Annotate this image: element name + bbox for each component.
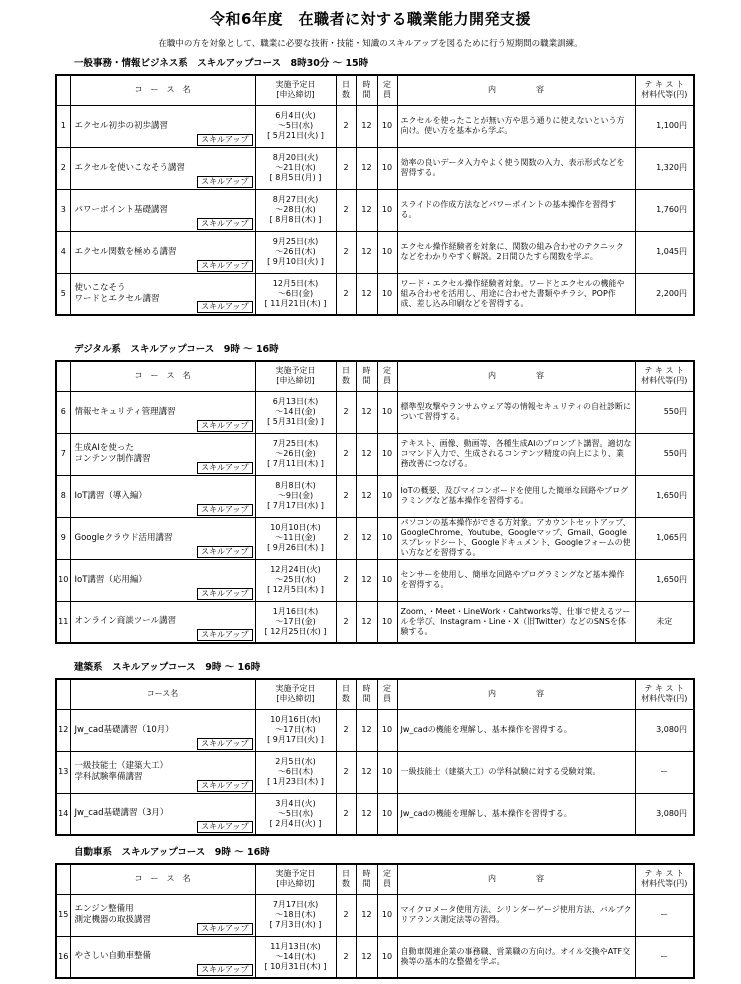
course-row bbox=[56, 601, 694, 643]
course-hours: 12 bbox=[356, 189, 377, 231]
course-name-cell bbox=[70, 105, 255, 147]
course-row bbox=[56, 391, 694, 433]
course-number: 10 bbox=[56, 559, 70, 601]
table-header-row bbox=[56, 864, 694, 894]
course-hours: 12 bbox=[356, 147, 377, 189]
application-deadline: [ 2月4日(火) ] bbox=[269, 818, 322, 828]
course-days: 2 bbox=[336, 793, 356, 835]
course-number: 11 bbox=[56, 601, 70, 643]
course-name-cell bbox=[70, 189, 255, 231]
course-material-cost: 3,080円 bbox=[635, 793, 694, 835]
header-date-label: 実施予定日 bbox=[275, 684, 316, 694]
course-name-cell bbox=[70, 273, 255, 315]
course-days: 2 bbox=[336, 231, 356, 273]
course-end-date: ～26日(金) bbox=[275, 449, 316, 458]
header-no bbox=[56, 679, 70, 709]
course-end-date: ～11日(金) bbox=[275, 533, 316, 542]
course-row bbox=[56, 189, 694, 231]
course-row bbox=[56, 894, 694, 936]
course-name-cell bbox=[70, 601, 255, 643]
header-course-name: コ ー ス 名 bbox=[70, 75, 255, 105]
course-number: 16 bbox=[56, 936, 70, 978]
course-number: 2 bbox=[56, 147, 70, 189]
course-name: エクセルを使いこなそう講習 bbox=[74, 162, 186, 173]
header-hours: 時 間 bbox=[356, 75, 377, 105]
skill-up-tag: スキルアップ bbox=[197, 738, 252, 750]
skill-up-tag: スキルアップ bbox=[197, 964, 252, 976]
course-name: Googleクラウド活用講習 bbox=[74, 532, 173, 543]
course-description: センサーを使用し、簡単な回路やプログラミングなど基本操作を習得する。 bbox=[397, 559, 635, 601]
course-date-cell bbox=[255, 433, 336, 475]
course-name: エクセル初歩の初歩講習 bbox=[74, 120, 169, 131]
course-date-cell bbox=[255, 751, 336, 793]
application-deadline: [ 12月25日(水) ] bbox=[264, 626, 327, 636]
course-capacity: 10 bbox=[377, 105, 397, 147]
course-name: 情報セキュリティ管理講習 bbox=[74, 406, 176, 417]
header-content: 内 容 bbox=[397, 75, 635, 105]
skill-up-tag: スキルアップ bbox=[197, 218, 252, 230]
course-hours: 12 bbox=[356, 601, 377, 643]
course-end-date: ～5日(水) bbox=[277, 808, 314, 818]
course-date-cell bbox=[255, 189, 336, 231]
course-row bbox=[56, 433, 694, 475]
course-date-cell bbox=[255, 105, 336, 147]
course-start-date: 10月16日(水) bbox=[270, 715, 321, 724]
course-hours: 12 bbox=[356, 231, 377, 273]
table-header-row bbox=[56, 361, 694, 391]
course-days: 2 bbox=[336, 751, 356, 793]
course-hours: 12 bbox=[356, 475, 377, 517]
course-description: 標準型攻撃やランサムウェア等の情報セキュリティの自社診断について習得する。 bbox=[397, 391, 635, 433]
course-date-cell bbox=[255, 517, 336, 559]
course-number: 12 bbox=[56, 709, 70, 751]
course-hours: 12 bbox=[356, 273, 377, 315]
header-course-name: コ ー ス 名 bbox=[70, 864, 255, 894]
course-description: エクセル操作経験者を対象に、関数の組み合わせのテクニックなどをわかりやすく解説。2日間ひたすら関数を学ぶ。 bbox=[397, 231, 635, 273]
header-material-label: 材料代等(円) bbox=[641, 879, 688, 889]
skill-up-tag: スキルアップ bbox=[197, 420, 252, 432]
course-date-cell bbox=[255, 147, 336, 189]
table-header-row bbox=[56, 679, 694, 709]
course-capacity: 10 bbox=[377, 475, 397, 517]
course-days: 2 bbox=[336, 273, 356, 315]
course-material-cost: 1,320円 bbox=[635, 147, 694, 189]
header-deadline-label: [申込締切] bbox=[276, 694, 315, 704]
header-days: 日 数 bbox=[336, 75, 356, 105]
header-content: 内 容 bbox=[397, 679, 635, 709]
header-hours: 時 間 bbox=[356, 864, 377, 894]
course-hours: 12 bbox=[356, 105, 377, 147]
skill-up-tag: スキルアップ bbox=[197, 629, 252, 641]
course-number: 3 bbox=[56, 189, 70, 231]
course-number: 14 bbox=[56, 793, 70, 835]
course-name: 一級技能士（建築大工） 学科試験準備講習 bbox=[74, 761, 169, 782]
course-start-date: 12月24日(火) bbox=[270, 565, 321, 574]
course-capacity: 10 bbox=[377, 936, 397, 978]
header-material-label: 材料代等(円) bbox=[641, 694, 688, 704]
course-number: 7 bbox=[56, 433, 70, 475]
course-material-cost: ー bbox=[635, 751, 694, 793]
course-end-date: ～18日(木) bbox=[275, 910, 316, 919]
course-table bbox=[55, 74, 695, 316]
course-name: IoT講習（導入編） bbox=[74, 490, 147, 501]
header-text-label: テ キ ス ト bbox=[644, 366, 685, 376]
course-days: 2 bbox=[336, 601, 356, 643]
course-days: 2 bbox=[336, 559, 356, 601]
course-name-cell bbox=[70, 147, 255, 189]
application-deadline: [ 5月31日(金) ] bbox=[267, 417, 324, 426]
header-text-label: テ キ ス ト bbox=[644, 869, 685, 879]
course-number: 5 bbox=[56, 273, 70, 315]
page-title: 令和6年度 在職者に対する職業能力開発支援 bbox=[210, 10, 531, 28]
header-deadline-label: [申込締切] bbox=[276, 90, 315, 100]
header-capacity: 定 員 bbox=[377, 864, 397, 894]
course-row bbox=[56, 793, 694, 835]
course-end-date: ～26日(木) bbox=[275, 247, 316, 256]
course-start-date: 7月25日(木) bbox=[272, 439, 319, 448]
course-capacity: 10 bbox=[377, 147, 397, 189]
course-end-date: ～14日(木) bbox=[275, 951, 316, 961]
course-days: 2 bbox=[336, 147, 356, 189]
header-date bbox=[255, 361, 336, 391]
skill-up-tag: スキルアップ bbox=[197, 588, 252, 600]
course-material-cost: 1,650円 bbox=[635, 475, 694, 517]
course-material-cost: 1,650円 bbox=[635, 559, 694, 601]
course-name: IoT講習（応用編） bbox=[74, 574, 147, 585]
course-material-cost: 3,080円 bbox=[635, 709, 694, 751]
header-text-cost bbox=[635, 864, 694, 894]
course-row bbox=[56, 147, 694, 189]
course-row bbox=[56, 231, 694, 273]
header-no bbox=[56, 864, 70, 894]
course-row bbox=[56, 517, 694, 559]
course-end-date: ～6日(木) bbox=[277, 767, 314, 776]
course-hours: 12 bbox=[356, 559, 377, 601]
course-name-cell bbox=[70, 475, 255, 517]
course-capacity: 10 bbox=[377, 601, 397, 643]
application-deadline: [ 9月10日(火) ] bbox=[267, 257, 324, 266]
header-text-label: テ キ ス ト bbox=[644, 80, 685, 90]
header-no bbox=[56, 75, 70, 105]
course-hours: 12 bbox=[356, 517, 377, 559]
course-material-cost: ー bbox=[635, 936, 694, 978]
course-days: 2 bbox=[336, 709, 356, 751]
course-material-cost: 1,760円 bbox=[635, 189, 694, 231]
course-capacity: 10 bbox=[377, 231, 397, 273]
application-deadline: [ 12月5日(木) ] bbox=[267, 585, 324, 594]
header-text-cost bbox=[635, 75, 694, 105]
course-name: エンジン整備用 測定機器の取扱講習 bbox=[74, 904, 152, 925]
header-hours: 時 間 bbox=[356, 361, 377, 391]
course-name-cell bbox=[70, 709, 255, 751]
skill-up-tag: スキルアップ bbox=[197, 504, 252, 516]
course-capacity: 10 bbox=[377, 559, 397, 601]
course-material-cost: 1,045円 bbox=[635, 231, 694, 273]
header-date-label: 実施予定日 bbox=[275, 366, 316, 376]
course-date-cell bbox=[255, 391, 336, 433]
course-row bbox=[56, 936, 694, 978]
header-text-cost bbox=[635, 361, 694, 391]
course-days: 2 bbox=[336, 105, 356, 147]
course-start-date: 12月5日(木) bbox=[272, 278, 319, 288]
header-material-label: 材料代等(円) bbox=[641, 376, 688, 386]
header-content: 内 容 bbox=[397, 361, 635, 391]
course-number: 1 bbox=[56, 105, 70, 147]
course-date-cell bbox=[255, 559, 336, 601]
header-course-name: コース名 bbox=[70, 679, 255, 709]
course-date-cell bbox=[255, 273, 336, 315]
skill-up-tag: スキルアップ bbox=[197, 821, 252, 833]
course-hours: 12 bbox=[356, 433, 377, 475]
course-hours: 12 bbox=[356, 793, 377, 835]
course-start-date: 6月13日(木) bbox=[272, 397, 319, 406]
course-name: 使いこなそう ワードとエクセル講習 bbox=[74, 282, 160, 304]
application-deadline: [ 7月3日(水) ] bbox=[269, 920, 322, 929]
header-days: 日 数 bbox=[336, 361, 356, 391]
course-description: マイクロメータ使用方法、シリンダーゲージ使用方法、バルブクリアランス測定法等の習得。 bbox=[397, 894, 635, 936]
skill-up-tag: スキルアップ bbox=[197, 301, 252, 313]
application-deadline: [ 1月23日(木) ] bbox=[267, 777, 324, 786]
course-start-date: 8月27日(火) bbox=[272, 195, 319, 204]
course-number: 15 bbox=[56, 894, 70, 936]
course-description: IoTの概要、及びマイコンボードを使用した簡単な回路やプログラミングなど基本操作を習得する。 bbox=[397, 475, 635, 517]
course-date-cell bbox=[255, 936, 336, 978]
course-capacity: 10 bbox=[377, 894, 397, 936]
course-capacity: 10 bbox=[377, 793, 397, 835]
course-name-cell bbox=[70, 894, 255, 936]
header-capacity: 定 員 bbox=[377, 361, 397, 391]
course-row bbox=[56, 273, 694, 315]
course-name: Jw_cad基礎講習（3月） bbox=[74, 808, 169, 819]
course-row bbox=[56, 751, 694, 793]
course-capacity: 10 bbox=[377, 273, 397, 315]
skill-up-tag: スキルアップ bbox=[197, 923, 252, 935]
course-name-cell bbox=[70, 793, 255, 835]
course-start-date: 1月16日(木) bbox=[272, 606, 319, 616]
course-end-date: ～25日(水) bbox=[275, 575, 316, 584]
header-hours: 時 間 bbox=[356, 679, 377, 709]
course-description: 自動車関連企業の事務職、営業職の方向け。オイル交換やATF交換等の基本的な整備を学ぶ。 bbox=[397, 936, 635, 978]
course-date-cell bbox=[255, 601, 336, 643]
course-number: 4 bbox=[56, 231, 70, 273]
course-name: 生成AIを使った コンテンツ制作講習 bbox=[74, 443, 151, 464]
course-name-cell bbox=[70, 751, 255, 793]
course-start-date: 2月5日(水) bbox=[275, 757, 316, 766]
course-name: エクセル関数を極める講習 bbox=[74, 246, 177, 257]
header-no bbox=[56, 361, 70, 391]
course-number: 8 bbox=[56, 475, 70, 517]
course-days: 2 bbox=[336, 894, 356, 936]
skill-up-tag: スキルアップ bbox=[197, 780, 252, 792]
course-capacity: 10 bbox=[377, 709, 397, 751]
course-name: Jw_cad基礎講習（10月） bbox=[74, 724, 174, 735]
skill-up-tag: スキルアップ bbox=[197, 134, 252, 146]
course-date-cell bbox=[255, 709, 336, 751]
course-name-cell bbox=[70, 231, 255, 273]
header-capacity: 定 員 bbox=[377, 75, 397, 105]
course-days: 2 bbox=[336, 433, 356, 475]
course-table bbox=[55, 863, 695, 979]
skill-up-tag: スキルアップ bbox=[197, 260, 252, 272]
header-date-label: 実施予定日 bbox=[275, 869, 316, 879]
course-days: 2 bbox=[336, 475, 356, 517]
course-start-date: 8月8日(木) bbox=[275, 481, 316, 490]
course-material-cost: 2,200円 bbox=[635, 273, 694, 315]
course-number: 9 bbox=[56, 517, 70, 559]
course-name-cell bbox=[70, 391, 255, 433]
header-text-label: テ キ ス ト bbox=[644, 684, 685, 694]
course-name: オンライン商談ツール講習 bbox=[74, 616, 177, 627]
course-description: Jw_cadの機能を理解し、基本操作を習得する。 bbox=[397, 793, 635, 835]
application-deadline: [ 7月11日(木) ] bbox=[267, 459, 324, 468]
course-end-date: ～28日(水) bbox=[275, 205, 316, 214]
course-start-date: 11月13日(水) bbox=[270, 941, 321, 951]
application-deadline: [ 10月31日(木) ] bbox=[264, 961, 327, 971]
course-hours: 12 bbox=[356, 936, 377, 978]
course-description: テキスト、画像、動画等、各種生成AIのプロンプト講習。適切なコマンド入力で、生成されるコンテンツ精度の向上により、業務改善につなげる。 bbox=[397, 433, 635, 475]
course-hours: 12 bbox=[356, 894, 377, 936]
course-description: 効率の良いデータ入力やよく使う関数の入力、表示形式などを習得する。 bbox=[397, 147, 635, 189]
course-days: 2 bbox=[336, 936, 356, 978]
course-material-cost: 1,100円 bbox=[635, 105, 694, 147]
header-date bbox=[255, 679, 336, 709]
course-capacity: 10 bbox=[377, 433, 397, 475]
course-date-cell bbox=[255, 894, 336, 936]
course-name: パワーポイント基礎講習 bbox=[74, 204, 169, 215]
course-date-cell bbox=[255, 793, 336, 835]
header-text-cost bbox=[635, 679, 694, 709]
application-deadline: [ 8月5日(月) ] bbox=[269, 173, 322, 182]
course-start-date: 3月4日(火) bbox=[275, 798, 316, 808]
course-material-cost: 550円 bbox=[635, 391, 694, 433]
course-date-cell bbox=[255, 231, 336, 273]
course-capacity: 10 bbox=[377, 189, 397, 231]
course-hours: 12 bbox=[356, 709, 377, 751]
section-heading: 建築系 スキルアップコース 9時 ～ 16時 bbox=[74, 662, 261, 673]
skill-up-tag: スキルアップ bbox=[197, 462, 252, 474]
header-date bbox=[255, 75, 336, 105]
course-start-date: 10月10日(木) bbox=[270, 523, 321, 532]
page-subtitle: 在職中の方を対象として、職業に必要な技術・技能・知識のスキルアップを図るために行う短期間の職業訓練。 bbox=[158, 39, 583, 49]
table-header-row bbox=[56, 75, 694, 105]
course-date-cell bbox=[255, 475, 336, 517]
course-name-cell bbox=[70, 433, 255, 475]
course-description: スライドの作成方法などパワーポイントの基本操作を習得する。 bbox=[397, 189, 635, 231]
header-capacity: 定 員 bbox=[377, 679, 397, 709]
course-hours: 12 bbox=[356, 751, 377, 793]
course-name: やさしい自動車整備 bbox=[74, 951, 152, 962]
course-days: 2 bbox=[336, 189, 356, 231]
header-days: 日 数 bbox=[336, 864, 356, 894]
course-days: 2 bbox=[336, 391, 356, 433]
course-name-cell bbox=[70, 517, 255, 559]
course-end-date: ～17日(金) bbox=[275, 616, 316, 626]
course-name-cell bbox=[70, 936, 255, 978]
course-description: Zoom、・Meet・LineWork・Cahtworks等、仕事で使えるツールを学び、Instagram・Line・X（旧Twitter）などのSNSを体験する。 bbox=[397, 601, 635, 643]
course-description: パソコンの基本操作ができる方対象。アカウントセットアップ、GoogleChrome、Youtube、Googleマップ、Gmail、Googleスプレッドシート、Googleドキュメント、Googleフォームの使い方などを習得する。 bbox=[397, 517, 635, 559]
course-number: 13 bbox=[56, 751, 70, 793]
course-name-cell bbox=[70, 559, 255, 601]
course-hours: 12 bbox=[356, 391, 377, 433]
section-heading: デジタル系 スキルアップコース 9時 ～ 16時 bbox=[74, 344, 279, 355]
course-description: エクセルを使ったことが無い方や思う通りに使えないという方向け。使い方を基本から学ぶ。 bbox=[397, 105, 635, 147]
header-days: 日 数 bbox=[336, 679, 356, 709]
application-deadline: [ 11月21日(木) ] bbox=[264, 298, 327, 308]
application-deadline: [ 5月21日(火) ] bbox=[267, 131, 324, 140]
course-row bbox=[56, 105, 694, 147]
header-date-label: 実施予定日 bbox=[275, 80, 316, 90]
section-heading: 自動車系 スキルアップコース 9時 ～ 16時 bbox=[74, 847, 270, 858]
application-deadline: [ 7月17日(水) ] bbox=[267, 501, 324, 510]
course-material-cost: 未定 bbox=[635, 601, 694, 643]
course-start-date: 8月20日(火) bbox=[272, 153, 319, 162]
course-row bbox=[56, 559, 694, 601]
course-end-date: ～9日(金) bbox=[277, 491, 314, 500]
course-start-date: 9月25日(水) bbox=[272, 237, 319, 246]
course-description: ワード・エクセル操作経験者対象。ワードとエクセルの機能や組み合わせを活用し、用途に合わせた書類やチラシ、POP作成、差し込み印刷などを習得する。 bbox=[397, 273, 635, 315]
course-table bbox=[55, 678, 695, 836]
course-row bbox=[56, 475, 694, 517]
course-end-date: ～6日(金) bbox=[277, 288, 314, 298]
course-start-date: 7月17日(水) bbox=[272, 900, 319, 909]
course-description: Jw_cadの機能を理解し、基本操作を習得する。 bbox=[397, 709, 635, 751]
course-table bbox=[55, 360, 695, 644]
application-deadline: [ 9月17日(火) ] bbox=[267, 735, 324, 744]
course-material-cost: ー bbox=[635, 894, 694, 936]
course-material-cost: 1,065円 bbox=[635, 517, 694, 559]
header-content: 内 容 bbox=[397, 864, 635, 894]
course-capacity: 10 bbox=[377, 517, 397, 559]
course-start-date: 6月4日(火) bbox=[275, 111, 316, 120]
skill-up-tag: スキルアップ bbox=[197, 546, 252, 558]
header-deadline-label: [申込締切] bbox=[276, 376, 315, 386]
course-capacity: 10 bbox=[377, 391, 397, 433]
course-capacity: 10 bbox=[377, 751, 397, 793]
course-end-date: ～21日(水) bbox=[275, 163, 316, 172]
header-course-name: コ ー ス 名 bbox=[70, 361, 255, 391]
course-end-date: ～14日(金) bbox=[275, 407, 316, 416]
course-description: 一級技能士（建築大工）の学科試験に対する受験対策。 bbox=[397, 751, 635, 793]
application-deadline: [ 9月26日(木) ] bbox=[267, 543, 324, 552]
skill-up-tag: スキルアップ bbox=[197, 176, 252, 188]
course-end-date: ～17日(木) bbox=[275, 725, 316, 734]
header-deadline-label: [申込締切] bbox=[276, 879, 315, 889]
course-row bbox=[56, 709, 694, 751]
course-material-cost: 550円 bbox=[635, 433, 694, 475]
course-days: 2 bbox=[336, 517, 356, 559]
header-material-label: 材料代等(円) bbox=[641, 90, 688, 100]
section-heading: 一般事務・情報ビジネス系 スキルアップコース 8時30分 ～ 15時 bbox=[74, 58, 369, 69]
course-number: 6 bbox=[56, 391, 70, 433]
header-date bbox=[255, 864, 336, 894]
course-end-date: ～5日(水) bbox=[277, 121, 314, 130]
application-deadline: [ 8月8日(木) ] bbox=[269, 215, 322, 224]
